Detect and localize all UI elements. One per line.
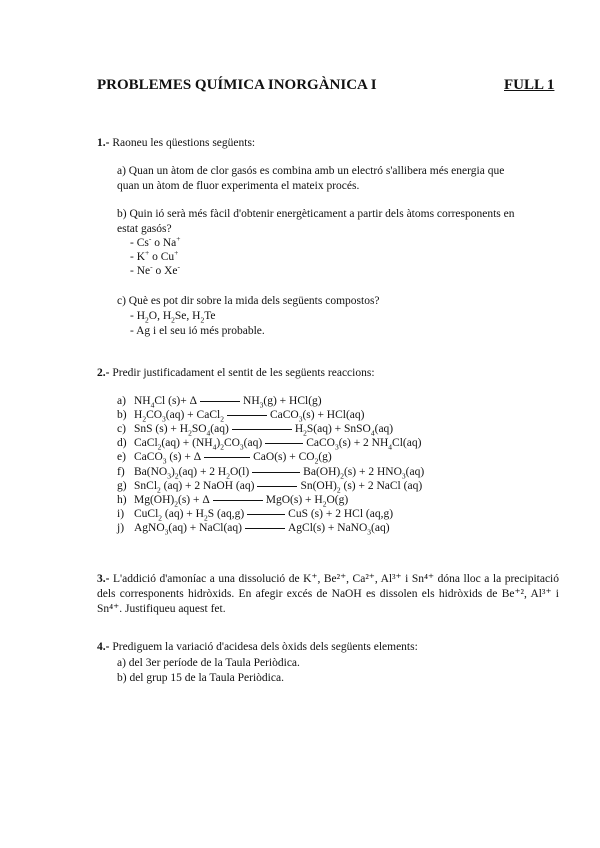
question-1-number: 1.- <box>97 137 110 149</box>
reaction-a: a) $NH_4Cl$ (s)+ Δ $NH_3(g) + HCl(g)$ <box>117 395 322 410</box>
q1-b-option-3: - Ne- o Xe- <box>130 262 181 277</box>
reaction-label: h) <box>117 494 127 506</box>
q1-b-option-2: - K+ o Cu+ <box>130 248 179 263</box>
reaction-label: c) <box>117 423 126 435</box>
reaction-arrow <box>252 472 300 473</box>
reaction-c: c) SnS $(s) + H_2SO_4(aq) H_2S(aq)$ + SnSO$_4$(aq) <box>117 423 394 438</box>
question-4-heading <box>97 640 418 655</box>
q1-c-line2: - $H_2O$, $H_2Se$, $H_2Te$ <box>130 310 216 325</box>
q4-a: a) del 3er període de la Taula Periòdica. <box>117 657 300 669</box>
reaction-label: a) <box>117 395 126 407</box>
question-4-number: 4.- <box>97 641 110 653</box>
question-3-text: L'addició d'amoníac a una dissolució de K⁺, Be²⁺, Ca²⁺, Al³⁺ i Sn⁴⁺ dóna lloc a la precipitació dels corresponents hidròxids. En afegir excés de NaOH es dissolen els hidròxids de Be⁺², Al³⁺ i Sn⁴⁺. Justifiqueu aquest fet. <box>97 573 560 615</box>
reaction-arrow <box>245 528 285 529</box>
q1-b-line1: b) Quin ió serà més fàcil d'obtenir energèticament a partir dels àtoms corresponents en <box>117 208 515 220</box>
reaction-arrow <box>265 443 303 444</box>
question-3-number: 3.- <box>97 573 110 585</box>
reaction-arrow <box>204 457 250 458</box>
question-3 <box>97 572 559 617</box>
reaction-label: j) <box>117 522 125 534</box>
reaction-arrow <box>247 514 285 515</box>
reaction-label: i) <box>117 508 125 520</box>
q1-c-line3: - Ag i el seu ió més probable. <box>130 325 265 337</box>
question-4-prompt: Prediguem la variació d'acidesa dels òxids dels següents elements: <box>112 641 418 653</box>
reaction-arrow <box>257 486 297 487</box>
reaction-label: f) <box>117 466 125 478</box>
reaction-label: b) <box>117 409 127 421</box>
reaction-label: d) <box>117 437 127 449</box>
reaction-i: i) CuCl$_2$ $(aq) + H_2S$ (aq,g) CuS (s) + 2 HCl (aq,g) <box>117 508 394 523</box>
page-title: PROBLEMES QUÍMICA INORGÀNICA I <box>97 77 377 93</box>
q1-b-option-1: - Cs- o Na+ <box>130 234 181 249</box>
reaction-d: d) CaCl$_2$(aq) + $(NH_4)_2CO_3(aq)$ CaCO$_3$(s) + 2 $NH_4Cl(aq)$ <box>117 437 422 452</box>
q4-b: b) del grup 15 de la Taula Periòdica. <box>117 672 284 684</box>
reaction-label: g) <box>117 480 127 492</box>
q1-a-line2: quan un àtom de fluor experimenta el mateix procés. <box>117 180 360 192</box>
reaction-e: e) CaCO$_3$ (s) + Δ $CaO(s) + CO_2(g)$ <box>117 451 332 466</box>
sheet-number: FULL 1 <box>504 77 555 93</box>
question-2-number: 2.- <box>97 367 110 379</box>
reaction-arrow <box>232 429 292 430</box>
q1-c-line1: c) Què es pot dir sobre la mida dels següents compostos? <box>117 295 380 307</box>
q1-a-line1: a) Quan un àtom de clor gasós es combina amb un electró s'allibera més energia que <box>117 165 505 177</box>
reaction-arrow <box>200 401 240 402</box>
question-1-prompt: Raoneu les qüestions següents: <box>112 137 256 149</box>
question-2-prompt: Predir justificadament el sentit de les següents reaccions: <box>112 367 375 379</box>
reaction-label: e) <box>117 451 126 463</box>
reaction-b: b) $H_2CO_3(aq)$ + CaCl$_2$ CaCO$_3$(s) + HCl(aq) <box>117 409 365 424</box>
reaction-h: h) $Mg(OH)_2(s) + \Delta$ $MgO(s) + H_2O(g)$ <box>117 494 349 509</box>
q1-b-line2: estat gasós? <box>117 223 172 235</box>
reaction-f: f) $Ba(NO_3)_2(aq) + 2$ $H_2O(l) Ba(OH)_2(s) + 2$ $HNO_3(aq)$ <box>117 466 425 481</box>
question-2-heading <box>97 366 375 381</box>
reaction-arrow <box>227 415 267 416</box>
reaction-arrow <box>213 500 263 501</box>
question-1-heading <box>97 136 255 151</box>
reaction-j: j) AgNO$_3$(aq) + NaCl(aq) AgCl(s) + NaNO$_3$(aq) <box>117 522 390 537</box>
reaction-g: g) SnCl$_2$ (aq) + 2 NaOH (aq) $Sn(OH)_2$ (s) + 2 NaCl (aq) <box>117 480 423 495</box>
